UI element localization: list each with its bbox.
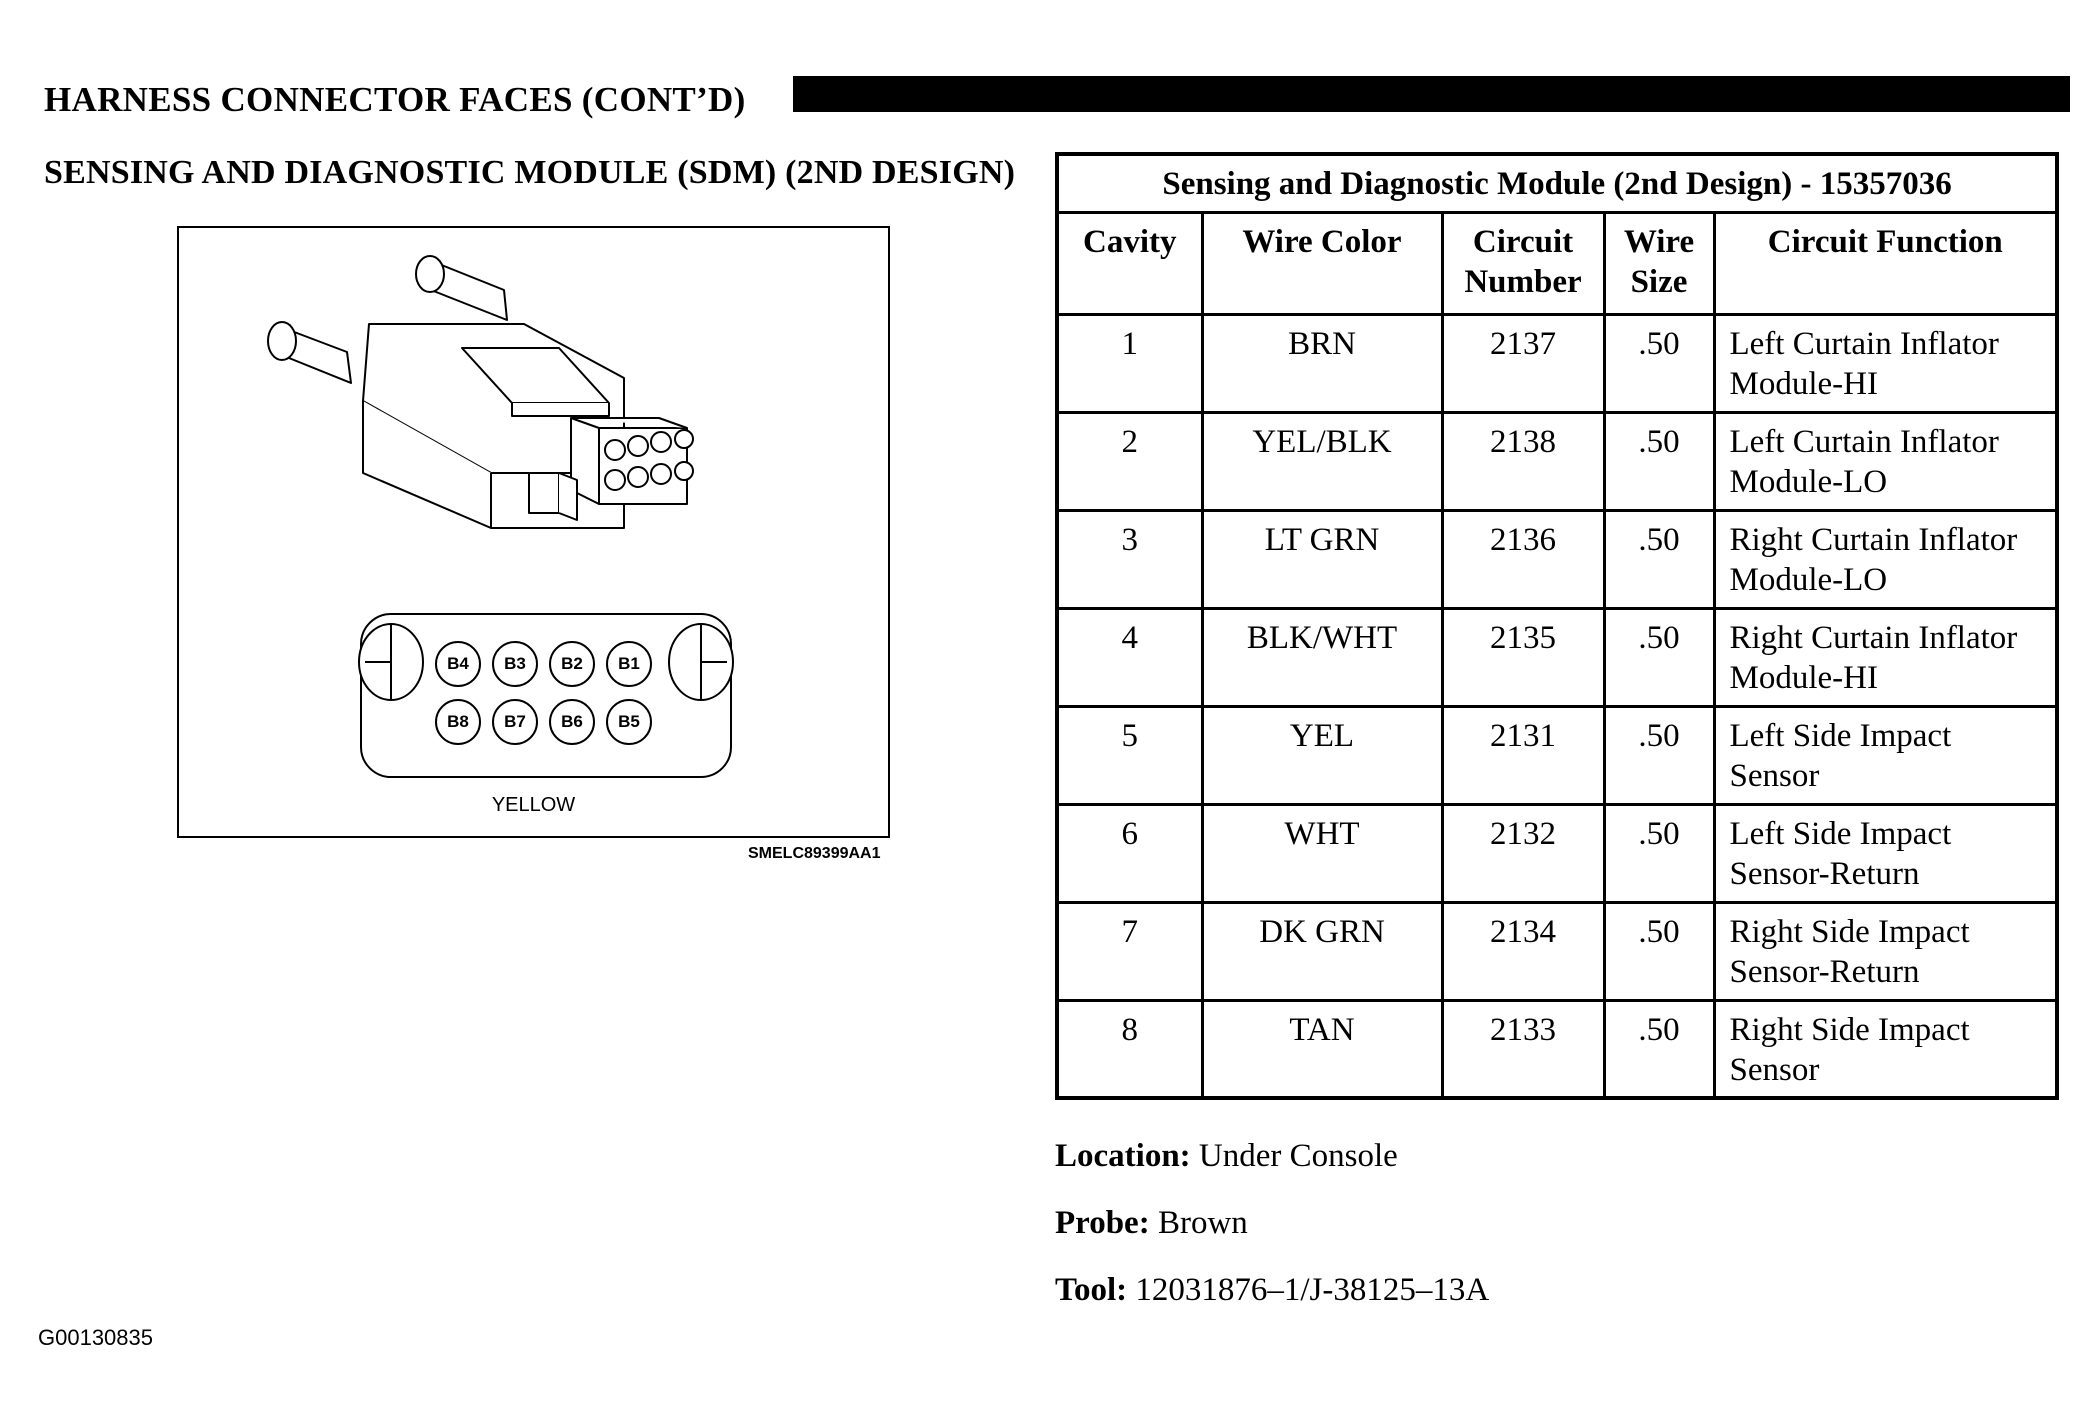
wire-color-cell: BRN bbox=[1202, 314, 1442, 412]
wire-size-cell: .50 bbox=[1604, 902, 1714, 1000]
column-header-wire-color: Wire Color bbox=[1202, 212, 1442, 314]
cavity-cell: 4 bbox=[1057, 608, 1202, 706]
pin-label-b4: B4 bbox=[447, 654, 469, 673]
wire-color-cell: WHT bbox=[1202, 804, 1442, 902]
circuit-number-cell: 2133 bbox=[1442, 1000, 1604, 1098]
column-header-cavity: Cavity bbox=[1057, 212, 1202, 314]
pin-label-b3: B3 bbox=[504, 654, 526, 673]
table-row bbox=[1057, 314, 2057, 412]
table-row bbox=[1057, 1000, 2057, 1098]
table-row bbox=[1057, 902, 2057, 1000]
circuit-table bbox=[1055, 152, 2059, 1100]
circuit-function-cell: Right Side Impact Sensor-Return bbox=[1714, 902, 2057, 1000]
circuit-function-cell: Left Side Impact Sensor bbox=[1714, 706, 2057, 804]
connector-drawing bbox=[179, 228, 892, 840]
wire-size-cell: .50 bbox=[1604, 706, 1714, 804]
table-row bbox=[1057, 510, 2057, 608]
table-row bbox=[1057, 608, 2057, 706]
cavity-cell: 6 bbox=[1057, 804, 1202, 902]
pin-label-b2: B2 bbox=[561, 654, 583, 673]
wire-color-cell: TAN bbox=[1202, 1000, 1442, 1098]
header-rule-bar bbox=[793, 76, 2070, 112]
wire-size-cell: .50 bbox=[1604, 510, 1714, 608]
table-row bbox=[1057, 706, 2057, 804]
tool-value: 12031876–1/J-38125–13A bbox=[1135, 1272, 1490, 1308]
probe-label: Probe: bbox=[1055, 1205, 1150, 1241]
wire-color-cell: YEL/BLK bbox=[1202, 412, 1442, 510]
circuit-function-cell: Right Side Impact Sensor bbox=[1714, 1000, 2057, 1098]
wire-color-cell: DK GRN bbox=[1202, 902, 1442, 1000]
page-header-title: HARNESS CONNECTOR FACES (CONT’D) bbox=[44, 80, 746, 119]
pin-label-b6: B6 bbox=[561, 712, 583, 731]
circuit-function-cell: Left Curtain Inflator Module-LO bbox=[1714, 412, 2057, 510]
cavity-cell: 7 bbox=[1057, 902, 1202, 1000]
pin-label-b1: B1 bbox=[618, 654, 640, 673]
pin-label-b8: B8 bbox=[447, 712, 469, 731]
circuit-number-cell: 2137 bbox=[1442, 314, 1604, 412]
pin-label-b5: B5 bbox=[618, 712, 640, 731]
tool-line bbox=[1055, 1272, 1489, 1309]
document-id: G00130835 bbox=[38, 1325, 153, 1350]
cavity-cell: 1 bbox=[1057, 314, 1202, 412]
circuit-number-cell: 2135 bbox=[1442, 608, 1604, 706]
probe-line bbox=[1055, 1205, 1248, 1242]
circuit-number-cell: 2132 bbox=[1442, 804, 1604, 902]
probe-value: Brown bbox=[1157, 1205, 1248, 1241]
table-row bbox=[1057, 412, 2057, 510]
column-header-circuit-function: Circuit Function bbox=[1714, 212, 2057, 314]
cavity-cell: 3 bbox=[1057, 510, 1202, 608]
cavity-cell: 8 bbox=[1057, 1000, 1202, 1098]
wire-size-cell: .50 bbox=[1604, 314, 1714, 412]
location-label: Location: bbox=[1055, 1138, 1191, 1174]
circuit-number-cell: 2138 bbox=[1442, 412, 1604, 510]
section-title: SENSING AND DIAGNOSTIC MODULE (SDM) (2ND DESIGN) bbox=[44, 154, 1016, 191]
wire-color-cell: BLK/WHT bbox=[1202, 608, 1442, 706]
wire-size-cell: .50 bbox=[1604, 412, 1714, 510]
wire-size-cell: .50 bbox=[1604, 1000, 1714, 1098]
circuit-function-cell: Right Curtain Inflator Module-LO bbox=[1714, 510, 2057, 608]
location-value: Under Console bbox=[1198, 1138, 1398, 1174]
wire-color-cell: LT GRN bbox=[1202, 510, 1442, 608]
column-header-circuit-number: Circuit Number bbox=[1442, 212, 1604, 314]
connector-diagram bbox=[177, 226, 890, 838]
circuit-number-cell: 2131 bbox=[1442, 706, 1604, 804]
pin-label-b7: B7 bbox=[504, 712, 526, 731]
table-title: Sensing and Diagnostic Module (2nd Design) - 15357036 bbox=[1057, 154, 2057, 212]
circuit-function-cell: Left Curtain Inflator Module-HI bbox=[1714, 314, 2057, 412]
circuit-function-cell: Left Side Impact Sensor-Return bbox=[1714, 804, 2057, 902]
cavity-cell: 5 bbox=[1057, 706, 1202, 804]
location-line bbox=[1055, 1138, 1398, 1175]
column-header-wire-size: Wire Size bbox=[1604, 212, 1714, 314]
connector-color-label: YELLOW bbox=[491, 794, 576, 816]
tool-label: Tool: bbox=[1055, 1272, 1128, 1308]
circuit-function-cell: Right Curtain Inflator Module-HI bbox=[1714, 608, 2057, 706]
circuit-number-cell: 2136 bbox=[1442, 510, 1604, 608]
wire-color-cell: YEL bbox=[1202, 706, 1442, 804]
wire-size-cell: .50 bbox=[1604, 608, 1714, 706]
circuit-number-cell: 2134 bbox=[1442, 902, 1604, 1000]
wire-size-cell: .50 bbox=[1604, 804, 1714, 902]
cavity-cell: 2 bbox=[1057, 412, 1202, 510]
figure-id: SMELC89399AA1 bbox=[748, 845, 881, 862]
table-row bbox=[1057, 804, 2057, 902]
